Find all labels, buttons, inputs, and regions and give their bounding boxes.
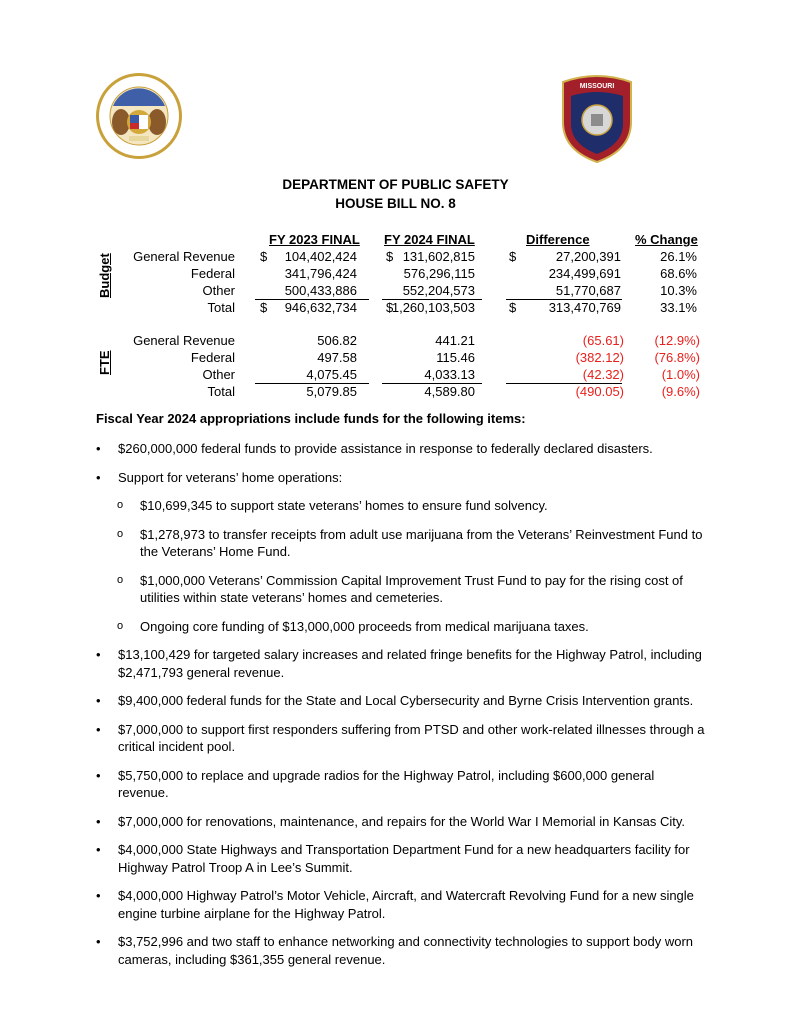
row-label: Federal	[190, 266, 235, 281]
row-label: Total	[207, 300, 235, 315]
row-label: Total	[207, 384, 235, 399]
currency-symbol: $	[260, 300, 268, 315]
list-item: • $4,000,000 Highway Patrol’s Motor Vehicle, Aircraft, and Watercraft Revolving Fund for a new single engine turbine airplane for the Highway Patrol.	[96, 888, 694, 921]
bullet-icon: •	[96, 441, 101, 456]
fte-gr-diff: (65.61)	[582, 333, 624, 348]
sub-list-item: o $1,278,973 to transfer receipts from adult use marijuana from the Veterans’ Reinvestment Fund to the Veterans’ Home Fund.	[117, 526, 703, 559]
budget-gr-pct: 26.1%	[660, 249, 697, 264]
currency-symbol: $	[386, 249, 394, 264]
row-label: Other	[202, 283, 235, 298]
bullet-icon: •	[96, 888, 101, 903]
fte-other-pct: (1.0%)	[661, 367, 700, 382]
fte-total-fy2023: 5,079.85	[306, 384, 357, 399]
list-item: • $9,400,000 federal funds for the State and Local Cybersecurity and Byrne Crisis Intervention grants.	[96, 693, 694, 708]
appropriations-list	[96, 440, 706, 979]
sub-bullet-icon: o	[117, 619, 124, 632]
budget-total-fy2024: 1,260,103,503	[391, 300, 475, 315]
list-item: • $13,100,429 for targeted salary increases and related fringe benefits for the Highway Patrol, including $2,471,793 general revenue.	[96, 647, 702, 680]
appropriations-intro: Fiscal Year 2024 appropriations include funds for the following items:	[96, 411, 526, 426]
col-header-fy2023: FY 2023 FINAL	[269, 232, 360, 247]
budget-gr-fy2024: 131,602,815	[402, 249, 475, 264]
budget-other-diff: 51,770,687	[555, 283, 621, 298]
budget-fed-fy2024: 576,296,115	[403, 266, 475, 281]
svg-text:MISSOURI: MISSOURI	[579, 83, 615, 90]
budget-fed-pct: 68.6%	[660, 266, 697, 281]
budget-total-fy2023: 946,632,734	[284, 300, 357, 315]
list-item: • $5,750,000 to replace and upgrade radios for the Highway Patrol, including $600,000 general revenue.	[96, 767, 655, 800]
sub-list-item: o $10,699,345 to support state veterans’ homes to ensure fund solvency.	[117, 498, 548, 513]
fte-other-fy2024: 4,033.13	[424, 367, 475, 382]
bullet-icon: •	[96, 647, 101, 662]
budget-section-label: Budget	[97, 253, 112, 298]
fte-fed-diff: (382.12)	[575, 350, 624, 365]
fte-other-fy2023: 4,075.45	[306, 367, 357, 382]
sub-bullet-icon: o	[117, 573, 124, 586]
budget-gr-fy2023: 104,402,424	[284, 249, 357, 264]
currency-symbol: $	[260, 249, 268, 264]
currency-symbol: $	[509, 249, 517, 264]
fte-fed-fy2023: 497.58	[317, 350, 357, 365]
row-label: General Revenue	[133, 249, 235, 264]
fte-total-fy2024: 4,589.80	[424, 384, 475, 399]
budget-fte-table	[0, 0, 791, 400]
bullet-icon: •	[96, 767, 101, 783]
list-item: • $260,000,000 federal funds to provide assistance in response to federally declared disasters.	[96, 441, 653, 456]
list-item: • $7,000,000 for renovations, maintenance, and repairs for the World War I Memorial in Kansas City.	[96, 813, 685, 829]
row-label: Other	[202, 367, 235, 382]
fte-gr-pct: (12.9%)	[654, 333, 700, 348]
fte-fed-pct: (76.8%)	[654, 350, 700, 365]
currency-symbol: $	[386, 300, 394, 315]
sub-bullet-icon: o	[117, 527, 124, 540]
budget-other-fy2023: 500,433,886	[284, 283, 357, 298]
budget-gr-diff: 27,200,391	[555, 249, 621, 264]
bullet-icon: •	[96, 693, 101, 708]
bullet-icon: •	[96, 721, 101, 737]
budget-other-fy2024: 552,204,573	[402, 283, 475, 298]
list-item: • $3,752,996 and two staff to enhance networking and connectivity technologies to support body worn cameras, including $361,355 general revenue.	[96, 934, 694, 967]
list-item: • $4,000,000 State Highways and Transportation Department Fund for a new headquarters facility for Highway Patrol Troop A in Lee’s Summit.	[96, 842, 690, 875]
fte-other-diff: (42.32)	[582, 367, 624, 382]
fte-fed-fy2024: 115.46	[436, 350, 475, 365]
page-subtitle: HOUSE BILL NO. 8	[335, 196, 456, 211]
fte-gr-fy2023: 506.82	[317, 333, 357, 348]
fte-section-label: FTE	[97, 350, 112, 375]
budget-total-diff: 313,470,769	[548, 300, 621, 315]
fte-gr-fy2024: 441.21	[435, 333, 475, 348]
budget-other-pct: 10.3%	[660, 283, 697, 298]
fte-total-pct: (9.6%)	[661, 384, 700, 399]
budget-fed-diff: 234,499,691	[548, 266, 621, 281]
fte-total-diff: (490.05)	[575, 384, 624, 399]
list-item: • Support for veterans’ home operations:	[96, 469, 343, 485]
col-header-fy2024: FY 2024 FINAL	[384, 232, 475, 247]
budget-total-pct: 33.1%	[660, 300, 697, 315]
row-label: Federal	[190, 350, 235, 365]
bullet-icon: •	[96, 842, 101, 857]
sub-list-item: o $1,000,000 Veterans’ Commission Capital Improvement Trust Fund to pay for the rising cost of utilities within state veterans’ homes and cemeteries.	[117, 572, 683, 605]
list-item: • $7,000,000 to support first responders suffering from PTSD and other work-related illnesses through a critical incident pool.	[96, 721, 705, 754]
page-title: DEPARTMENT OF PUBLIC SAFETY	[282, 177, 509, 192]
bullet-icon: •	[96, 813, 101, 829]
col-header-difference: Difference	[526, 232, 590, 247]
sub-list-item: o Ongoing core funding of $13,000,000 proceeds from medical marijuana taxes.	[117, 618, 589, 634]
bullet-icon: •	[96, 934, 101, 949]
budget-fed-fy2023: 341,796,424	[284, 266, 357, 281]
bullet-icon: •	[96, 469, 101, 485]
col-header-pct-change: % Change	[635, 232, 698, 247]
currency-symbol: $	[509, 300, 517, 315]
row-label: General Revenue	[133, 333, 235, 348]
sub-bullet-icon: o	[117, 499, 124, 511]
